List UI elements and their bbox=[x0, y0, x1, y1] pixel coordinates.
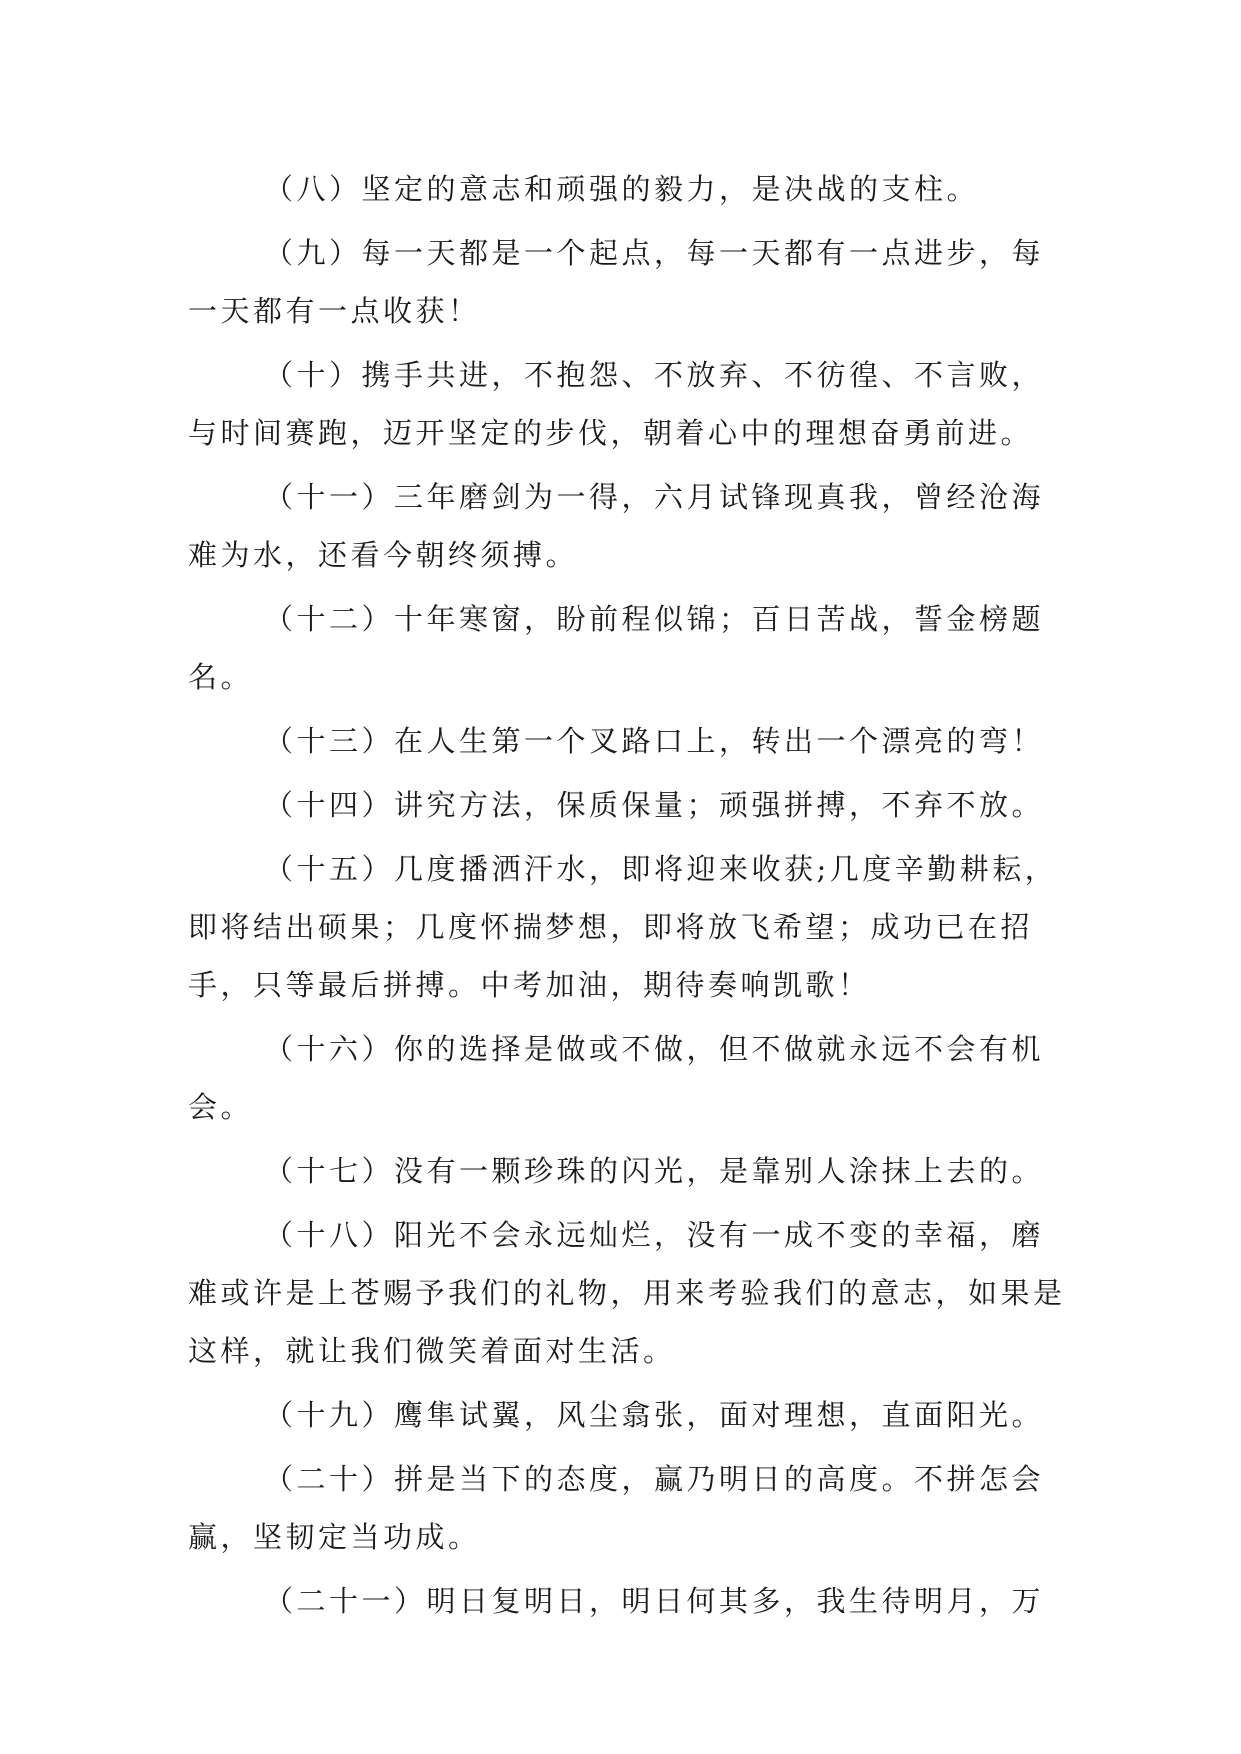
paragraph-18: （十八）阳光不会永远灿烂，没有一成不变的幸福，磨难或许是上苍赐予我们的礼物，用来考验我们的意志，如果是这样，就让我们微笑着面对生活。 bbox=[188, 1218, 1066, 1368]
paragraph-10: （十）携手共进，不抱怨、不放弃、不彷徨、不言败，与时间赛跑，迈开坚定的步伐，朝着心中的理想奋勇前进。 bbox=[188, 358, 1045, 450]
paragraph-19: （十九）鹰隼试翼，风尘翕张，面对理想，直面阳光。 bbox=[264, 1398, 1045, 1432]
paragraph-12: （十二）十年寒窗，盼前程似锦；百日苦战，誓金榜题名。 bbox=[188, 602, 1045, 694]
paragraph-21: （二十一）明日复明日，明日何其多，我生待明月，万 bbox=[264, 1584, 1045, 1618]
paragraph-9: （九）每一天都是一个起点，每一天都有一点进步，每一天都有一点收获！ bbox=[188, 236, 1045, 328]
paragraph-20: （二十）拼是当下的态度，赢乃明日的高度。不拼怎会赢，坚韧定当功成。 bbox=[188, 1462, 1045, 1554]
paragraph-14: （十四）讲究方法，保质保量；顽强拼搏，不弃不放。 bbox=[264, 788, 1045, 822]
paragraph-16: （十六）你的选择是做或不做，但不做就永远不会有机会。 bbox=[188, 1032, 1045, 1124]
paragraph-17: （十七）没有一颗珍珠的闪光，是靠别人涂抹上去的。 bbox=[264, 1154, 1045, 1188]
paragraph-8: （八）坚定的意志和顽强的毅力，是决战的支柱。 bbox=[264, 172, 980, 206]
paragraph-13: （十三）在人生第一个叉路口上，转出一个漂亮的弯！ bbox=[264, 724, 1045, 758]
document-body bbox=[188, 160, 1068, 1636]
paragraph-11: （十一）三年磨剑为一得，六月试锋现真我，曾经沧海难为水，还看今朝终须搏。 bbox=[188, 480, 1045, 572]
paragraph-15: （十五）几度播洒汗水，即将迎来收获;几度辛勤耕耘，即将结出硕果；几度怀揣梦想，即将放飞希望；成功已在招手，只等最后拼搏。中考加油，期待奏响凯歌！ bbox=[188, 852, 1058, 1002]
